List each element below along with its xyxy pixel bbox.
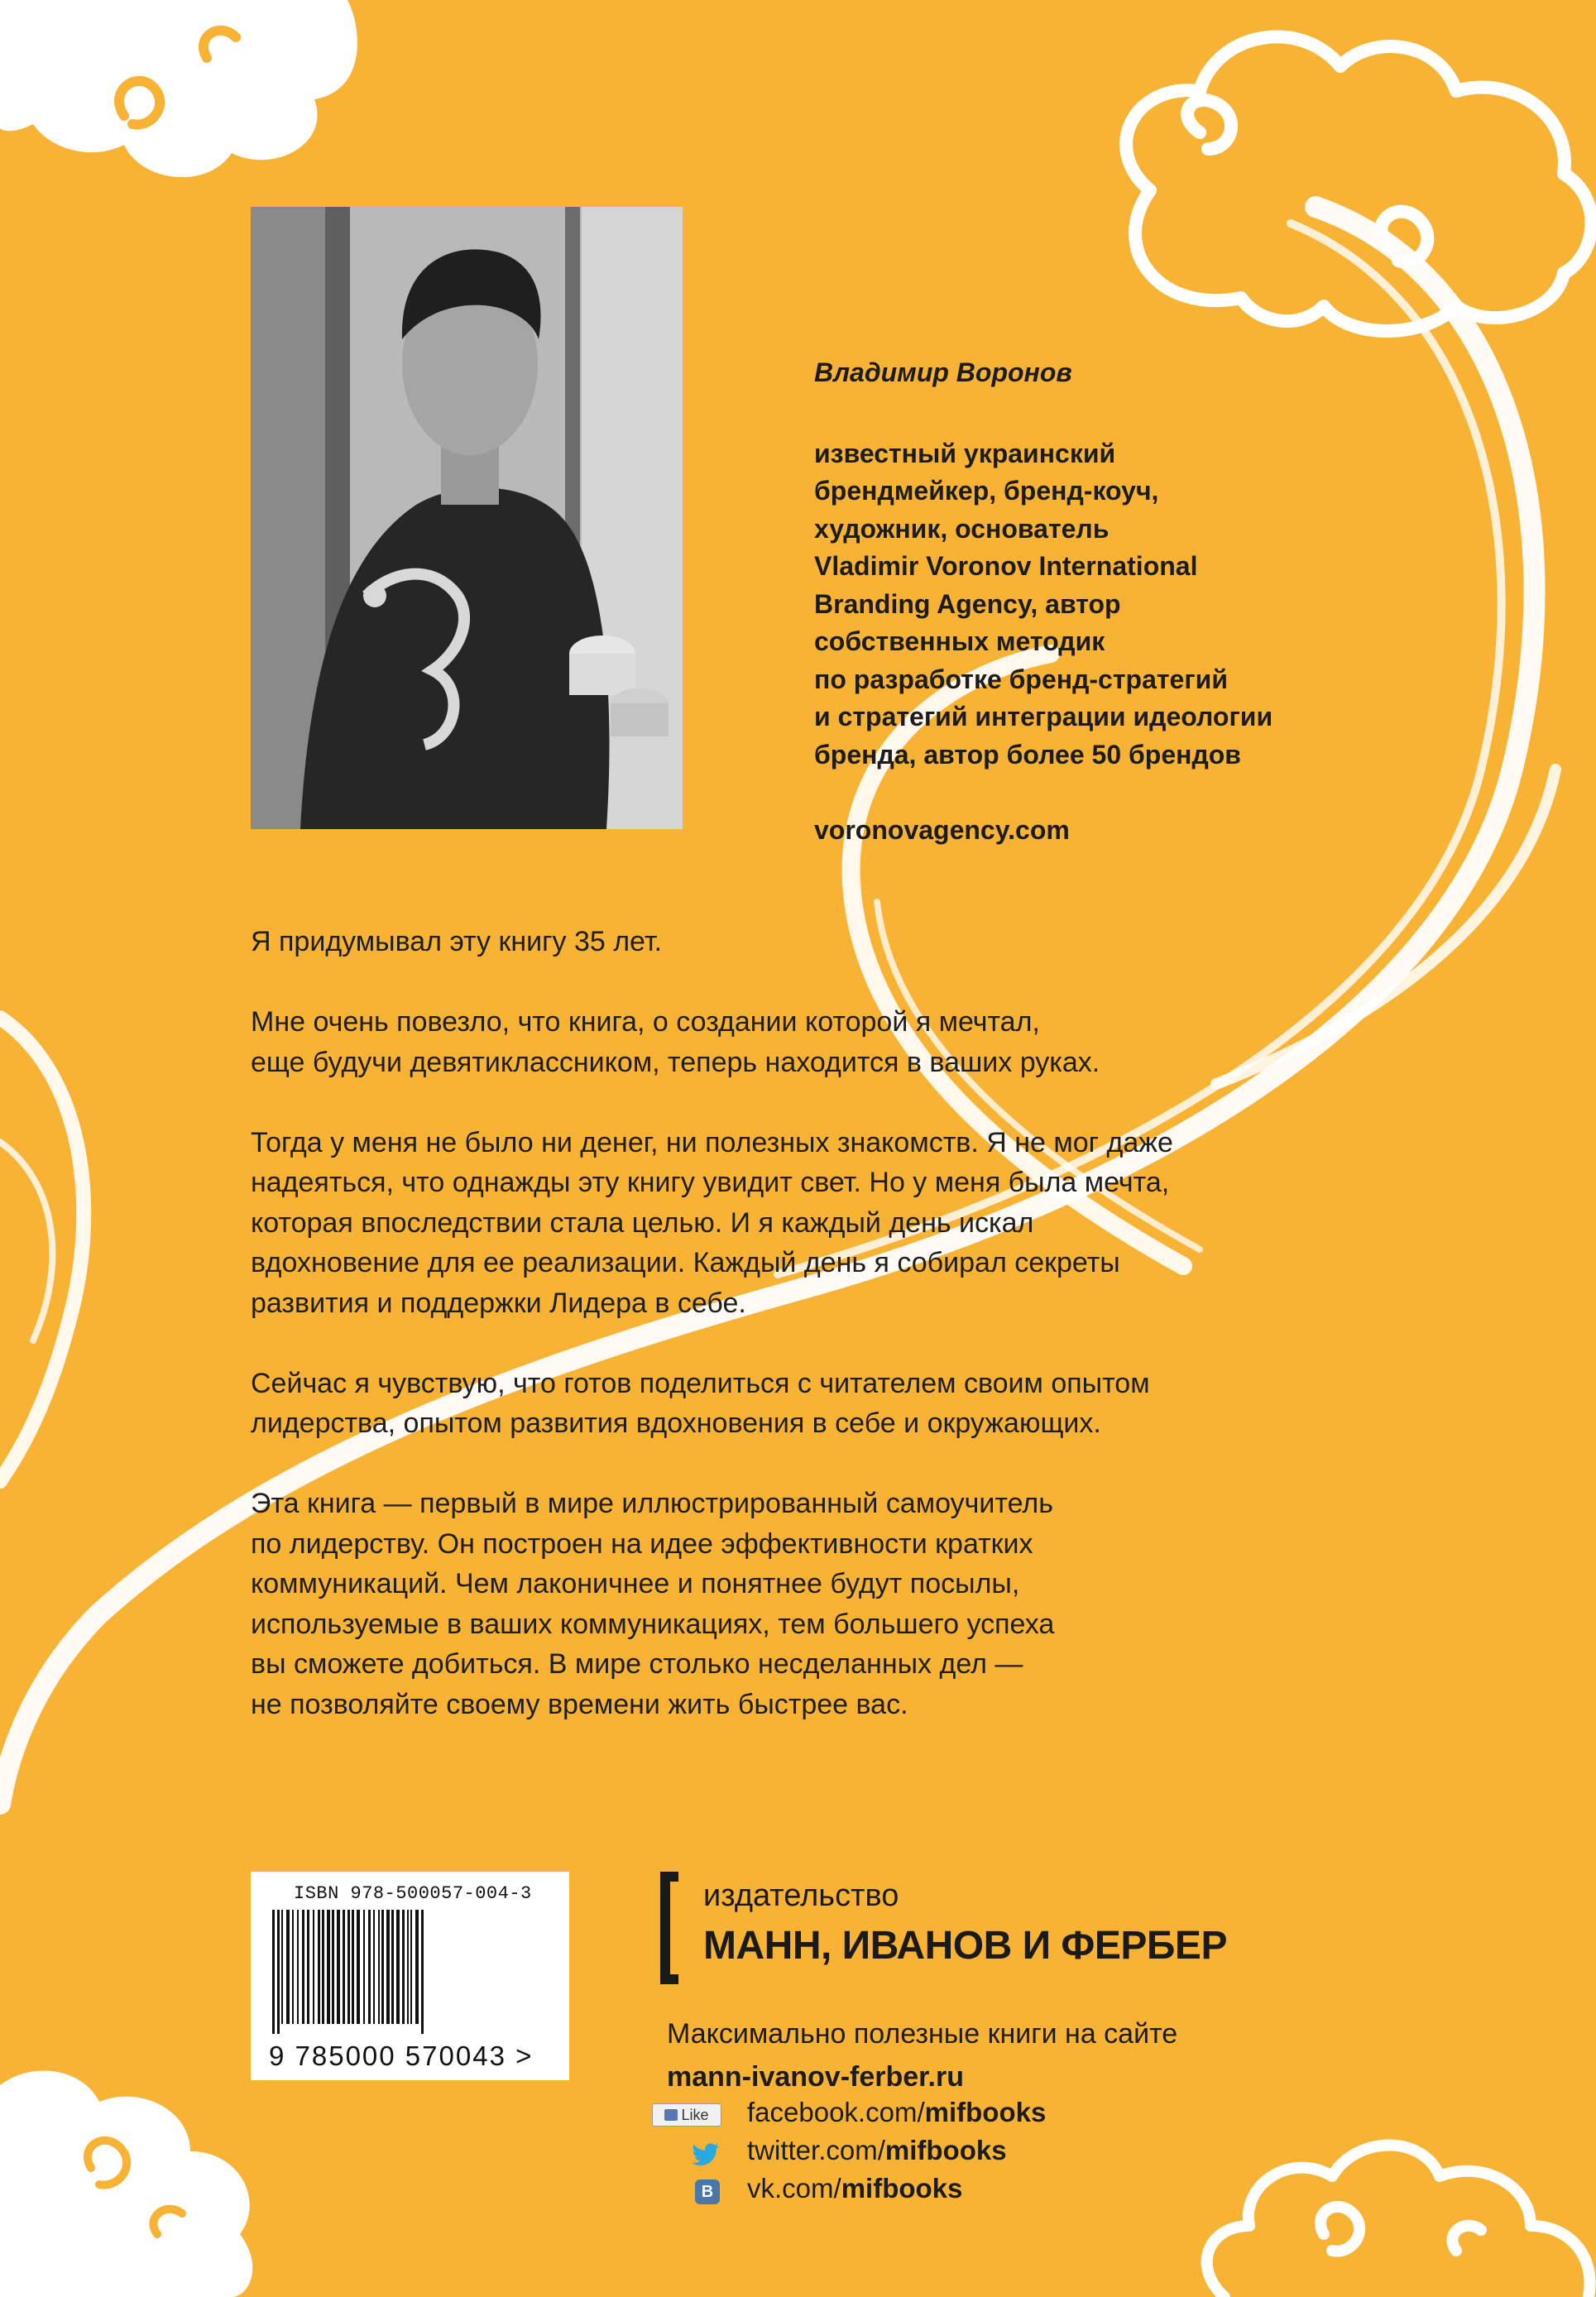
description-line: не позволяйте своему времени жить быстрее вас. [251,1688,908,1720]
author-bio-line: художник, основатель [814,513,1110,544]
description-line: коммуникаций. Чем лаконичнее и понятнее будут посылы, [251,1568,1020,1599]
barcode-bar [292,1910,294,2024]
author-bio-line: известный украинский [814,438,1116,468]
author-bio-line: брендмейкер, бренд-коуч, [814,476,1159,506]
author-bio [814,435,1410,774]
description-line: Я придумывал эту книгу 35 лет. [251,926,663,957]
description-line: по лидерству. Он построен на идее эффективности кратких [251,1527,1033,1560]
barcode-bar [396,1910,400,2024]
barcode-bar [297,1910,299,2024]
author-bio-line: Branding Agency, автор [814,588,1121,619]
author-bio-line: по разработке бренд-стратегий [814,664,1228,694]
social-domain: facebook.com/ [747,2097,925,2127]
description-line: которая впоследствии стала целью. И я каждый день искал [251,1206,1034,1239]
barcode-bar [337,1910,340,2024]
publisher-prefix: издательство [703,1878,899,1913]
author-bio-line: бренда, автор более 50 брендов [814,739,1241,770]
barcode-bar [313,1910,314,2024]
author-bio-line: и стратегий интеграции идеологии [814,702,1273,731]
barcode-bar [347,1910,350,2024]
barcode-bar [343,1910,345,2024]
author-website[interactable]: voronovagency.com [814,815,1070,845]
social-domain: vk.com/ [747,2173,841,2203]
twitter-bird-icon [692,2141,720,2173]
barcode-bar [327,1910,330,2024]
author-photo [251,207,683,829]
social-handle: mifbooks [841,2173,963,2203]
barcode-bar [302,1910,304,2024]
barcode-bar [272,1910,275,2034]
vk-icon: B [695,2180,720,2204]
social-link-text [747,2135,1007,2166]
description-line: вы сможете добиться. В мире столько несделанных дел — [251,1648,1023,1680]
social-link-text [747,2173,962,2204]
barcode-bar [410,1910,412,2024]
social-domain: twitter.com/ [747,2135,885,2165]
barcode-bar [277,1910,280,2034]
description-line: используемые в ваших коммуникациях, тем большего успеха [251,1608,1055,1640]
description-line: Мне очень повезло, что книга, о создании которой я мечтал, [251,1006,1040,1038]
publisher-name: МАНН, ИВАНОВ И ФЕРБЕР [703,1924,1227,1968]
author-bio-line: собственных методик [814,626,1105,656]
barcode-bar [373,1910,375,2024]
publisher-site-link[interactable]: mann-ivanov-ferber.ru [667,2061,964,2093]
barcode-bar [363,1910,365,2024]
facebook-like-icon [652,2103,721,2127]
social-link-text [747,2097,1046,2128]
like-label: Like [681,2106,709,2123]
description-line: вдохновение для ее реализации. Каждый день я собирал секреты [251,1247,1120,1278]
description-line: Сейчас я чувствую, что готов поделиться с читателем своим опытом [251,1367,1150,1399]
barcode-bar [421,1910,424,2034]
barcode-bar [318,1910,320,2024]
publisher-site-block [667,2012,1177,2098]
barcode-bar [378,1910,380,2024]
barcode-bar [381,1910,384,2024]
barcode-bar [402,1910,405,2024]
description-paragraph [251,1123,1326,1324]
publisher-tagline: Максимально полезные книги на сайте [667,2018,1178,2050]
description-line: лидерства, опытом развития вдохновения в себе и окружающих. [251,1407,1101,1439]
thumbs-up-icon [664,2109,678,2121]
barcode-bar [391,1910,394,2024]
barcode-bar [357,1910,360,2024]
social-handle: mifbooks [884,2135,1007,2165]
description-paragraph [251,1002,1326,1082]
barcode-bar [332,1910,334,2024]
barcode-bar [386,1910,390,2024]
barcode-bar [407,1910,409,2024]
author-bio-line: Vladimir Voronov International [814,551,1198,581]
barcode-bar [281,1910,283,2024]
publisher-bracket-logo [660,1872,678,1984]
barcode-bar [322,1910,324,2024]
description-paragraph [251,1364,1326,1444]
author-name: Владимир Воронов [814,357,1072,387]
description-line: развития и поддержки Лидера в себе. [251,1287,746,1319]
description-line: Тогда у меня не было ни денег, ни полезных знакомств. Я не мог даже [251,1126,1173,1158]
description-paragraph [251,922,1326,962]
author-info [814,354,1410,876]
barcode-bar [352,1910,354,2024]
barcode [269,1910,550,2034]
book-description [251,922,1326,1765]
isbn-label: ISBN 978-500057-004-3 [294,1883,532,1904]
description-line: еще будучи девятиклассником, теперь находится в ваших руках. [251,1046,1100,1078]
description-line: надеяться, что однажды эту книгу увидит свет. Но у меня была мечта, [251,1167,1170,1198]
description-paragraph [251,1484,1326,1724]
barcode-digits: 9 785000 570043 > [269,2040,534,2071]
barcode-bar [307,1910,309,2024]
barcode-bar [415,1910,419,2024]
isbn-barcode-block [251,1872,569,2080]
barcode-bar [368,1910,371,2024]
social-handle: mifbooks [924,2097,1047,2127]
description-line: Эта книга — первый в мире иллюстрированный самоучитель [251,1488,1053,1519]
barcode-bar [286,1910,290,2024]
